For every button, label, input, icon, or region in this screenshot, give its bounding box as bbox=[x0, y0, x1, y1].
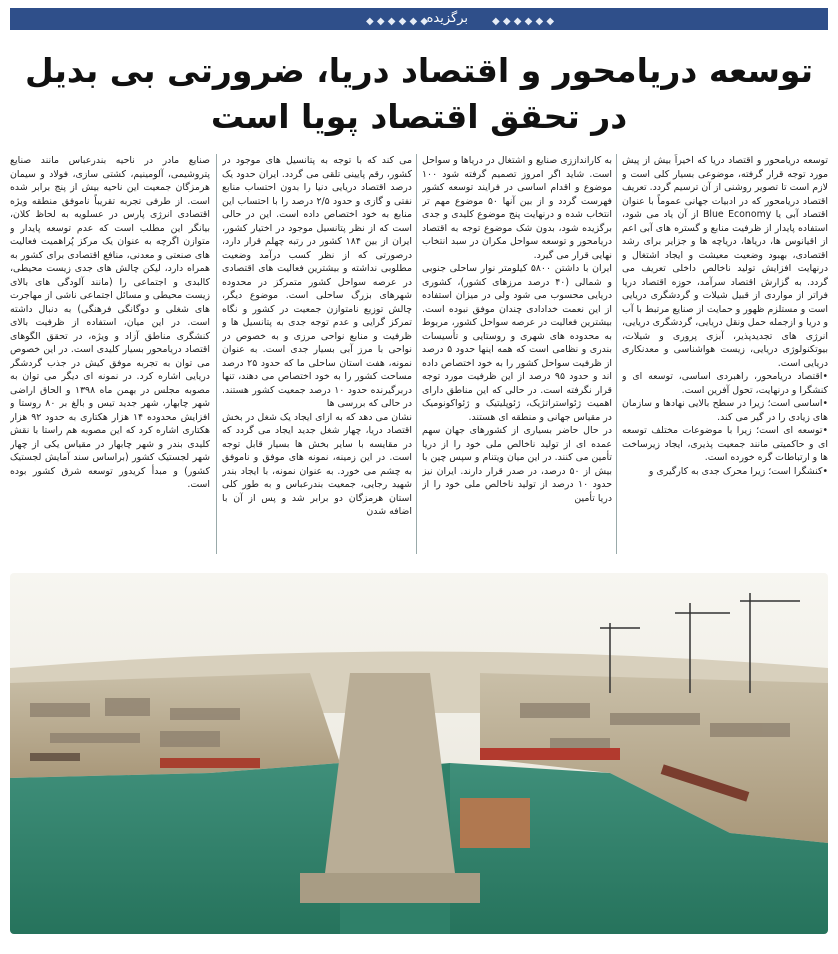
paragraph: صنایع مادر در ناحیه بندرعباس مانند صنایع پتروشیمی، آلومینیم، کشتی سازی، فولاد و سیمان هرمزگان جمعیت این ناحیه بیش از پنج برابر شده است. از طرفی تجربه تقریباً ناموفق منطقه ویژه اقتصادی انرژی پارس در عسلویه به لحاظ کلان، بیانگر این مطلب است که عدم توسعه پایدار و متوازن اگرچه به عنوان یک مرکز پُراهمیت فعالیت های صنعتی و معدنی، منافع اقتصادی برای کشور به همراه دارد، لیکن چالش های جدی زیست محیطی، کالبدی و اجتماعی را (مانند آلودگی های بالای زیست محیطی و مسائل اجتماعی ناشی از مهاجرت های شغلی و دوگانگی فرهنگی) به دنبال داشته است. در این میان، استفاده از ظرفیت بالای کنشگری مناطق آزاد و ویژه، در تحقق الگوهای اقتصاد دریامحور بسیار کلیدی است. در این خصوص می توان به تجربه موفق کیش در جذب گردشگر دریایی اشاره کرد. در نمونه ای دیگر می توان به مصوبه مجلس در بهمن ماه ۱۳۹۸ و الحاق اراضی شهر چابهار، شهر جدید تیس و بالغ بر ۸۰ روستا و افزایش محدوده ۱۴ هزار هکتاری به حدود ۹۲ هزار هکتاری اشاره کرد که این مصوبه هم راستا با نقش کلیدی بندر و شهر چابهار در مقیاس یکی از چهار شهر لجستیک کشور (براساس سند آمایش لجستیک کشور) و مبدأ کریدور توسعه شرق کشور بوده است. bbox=[10, 155, 210, 490]
paragraph: توسعه دریامحور و اقتصاد دریا که اخیراً بیش از پیش مورد توجه قرار گرفته، موضوعی بسیار کلی است و لازم است تا تصویر روشنی از آن ترسیم گردد. تعریف اقتصاد دریامحور که در ادبیات جهانی عموماً با عنوان اقتصاد آبی یا Blue Economy از آن یاد می شود، استفاده پایدار از ظرفیت منابع و گستره های آبی اعم از اقیانوس ها، دریاها، دریاچه ها و جزایر برای رشد اقتصادی، بهبود وضعیت معیشت و ایجاد اشتغال و درنهایت افزایش تولید ناخالص داخلی تعریف می گردد. به گزارش اقتصاد سرآمد، حوزه اقتصاد دریا فراتر از مواردی از قبیل شیلات و گردشگری دریایی است و مستلزم ظهور و حمایت از صنایع مرتبط با آب و دریا و ازجمله حمل ونقل دریایی، گردشگری دریایی، انرژی های تجدیدپذیر، آبزی پروری و شیلات، بیوتکنولوژی دریایی، زیست هواشناسی و معدنکاری دریایی است. bbox=[622, 155, 828, 369]
paragraph: ایران با داشتن ۵۸۰۰ کیلومتر نوار ساحلی جنوبی و شمالی (۴۰ درصد مرزهای کشور)، کشوری دریایی محسوب می شود ولی در میزان استفاده از این نعمت خدادادی چندان موفق نبوده است. بیشترین فعالیت در عرصه سواحل کشور، مربوط به محدوده های شهری و روستایی و تأسیسات بندری و نظامی است که همه اینها حدود ۵ درصد از ظرفیت سواحل کشور را به خود اختصاص داده اند و حدود ۹۵ درصد از این ظرفیت مورد توجه قرار نگرفته است. در حالی که این مناطق دارای اهمیت ژئواستراتژیک، ژئوپلیتیک و ژئواکونومیک در مقیاس جهانی و منطقه ای هستند. bbox=[422, 263, 612, 423]
ornament-left: ◆ ◆ ◆ ◆ ◆ ◆ bbox=[366, 16, 429, 27]
column-4 bbox=[10, 154, 210, 560]
column-3 bbox=[222, 154, 412, 560]
column-divider bbox=[216, 154, 217, 554]
headline-line-1: توسعه دریامحور و اقتصاد دریا، ضرورتی بی بدیل bbox=[25, 51, 813, 90]
headline-line-2: در تحقق اقتصاد پویا است bbox=[210, 97, 628, 136]
section-label: برگزیده bbox=[426, 11, 468, 26]
paragraph: نشان می دهد که به ازای ایجاد یک شغل در بخش اقتصاد دریا، چهار شغل جدید ایجاد می گردد که در مقایسه با سایر بخش ها بسیار قابل توجه است. در این زمینه، نمونه های موفق و ناموفق به چشم می خورد. به عنوان نمونه، با ایجاد بندر شهید رجایی، جمعیت بندرعباس و به طور کلی استان هرمزگان دو برابر شد و پس از آن با اضافه شدن bbox=[222, 411, 412, 517]
jetty-head bbox=[300, 873, 480, 903]
bullet-item: •اقتصاد دریامحور، راهبردی اساسی، توسعه ای و کنشگرا و درنهایت، تحول آفرین است. bbox=[622, 371, 828, 396]
port-aerial-photo bbox=[10, 573, 828, 934]
column-1 bbox=[622, 154, 828, 560]
bullet-item: •توسعه ای است؛ زیرا با موضوعات مختلف توسعه ای و حاکمیتی مانند جمعیت پذیری، ایجاد زیرساخت ها و ارتباطات گره خورده است. bbox=[622, 425, 828, 463]
ship bbox=[480, 748, 620, 760]
paragraph: می کند که با توجه به پتانسیل های موجود در کشور، رقم پایینی تلقی می گردد. ایران حدود یک درصد اقتصاد دریایی دنیا را بدون احتساب منابع نفتی و گازی و حدود ۲/۵ درصد را با احتساب این منابع به خود اختصاص داده است. این در حالی است که از نظر پتانسیل موجود در اختیار کشور، ایران از بین ۱۸۴ کشور در رتبه چهلم قرار دارد، درصورتی که از نظر کسب درآمد وضعیت مطلوبی نداشته و بیشترین فعالیت های اقتصادی در عرصه سواحل کشور متمرکز در محدوده شهرهای بزرگ ساحلی است. موضوع دیگر، چالش توزیع نامتوازن جمعیت در کشور و نگاه تمرکز گرایی و عدم توجه جدی به پتانسیل ها و ظرفیت و منابع نواحی مرزی و به خصوص در نواحی با مرز آبی بسیار جدی است. به عنوان نمونه، هفت استان ساحلی ما که حدود ۲۵ درصد مساحت کشور را به خود اختصاص می دهند، تنها دربرگیرنده حدود ۱۰ درصد جمعیت کشور هستند. در حالی که بررسی ها bbox=[222, 155, 412, 409]
column-divider bbox=[416, 154, 417, 554]
article-columns bbox=[10, 154, 828, 560]
section-bar bbox=[10, 8, 828, 30]
ornament-right: ◆ ◆ ◆ ◆ ◆ ◆ bbox=[492, 16, 555, 27]
bullet-item: •کنشگرا است؛ زیرا محرک جدی به کارگیری و bbox=[648, 465, 828, 477]
bullet-item: •اساسی است؛ زیرا در سطح بالایی نهادها و سازمان های زیادی را در گیر می کند. bbox=[622, 398, 828, 423]
paragraph: به کارانداززی صنایع و اشتغال در دریاها و سواحل است. شاید اگر امروز تصمیم گرفته شود ۱۰۰ موضوع و اقدام اساسی در فرایند توسعه کشور فهرست گردد و از بین آنها ۵۰ موضوع مهم تر انتخاب شده و درنهایت پنج موضوع کلیدی و جدی برگزیده شود، بدون شک موضوع توجه به اقتصاد دریامحور و توسعه سواحل مکران در سبد انتخاب نهایی قرار می گیرد. bbox=[422, 155, 612, 261]
column-2 bbox=[422, 154, 612, 560]
paragraph: در حال حاضر بسیاری از کشورهای جهان سهم عمده ای از تولید ناخالص ملی خود را از دریا تأمین می کنند. در این میان ویتنام و سپس چین با بیش از ۵۰ درصد، در صدر قرار دارند. ایران نیز حدود ۱۰ درصد از تولید ناخالص ملی خود را از دریا تأمین bbox=[422, 425, 612, 504]
ship bbox=[30, 753, 80, 761]
jetty-wharf-right bbox=[460, 798, 530, 848]
sea bbox=[10, 763, 340, 934]
column-divider bbox=[616, 154, 617, 554]
ship bbox=[160, 758, 260, 768]
